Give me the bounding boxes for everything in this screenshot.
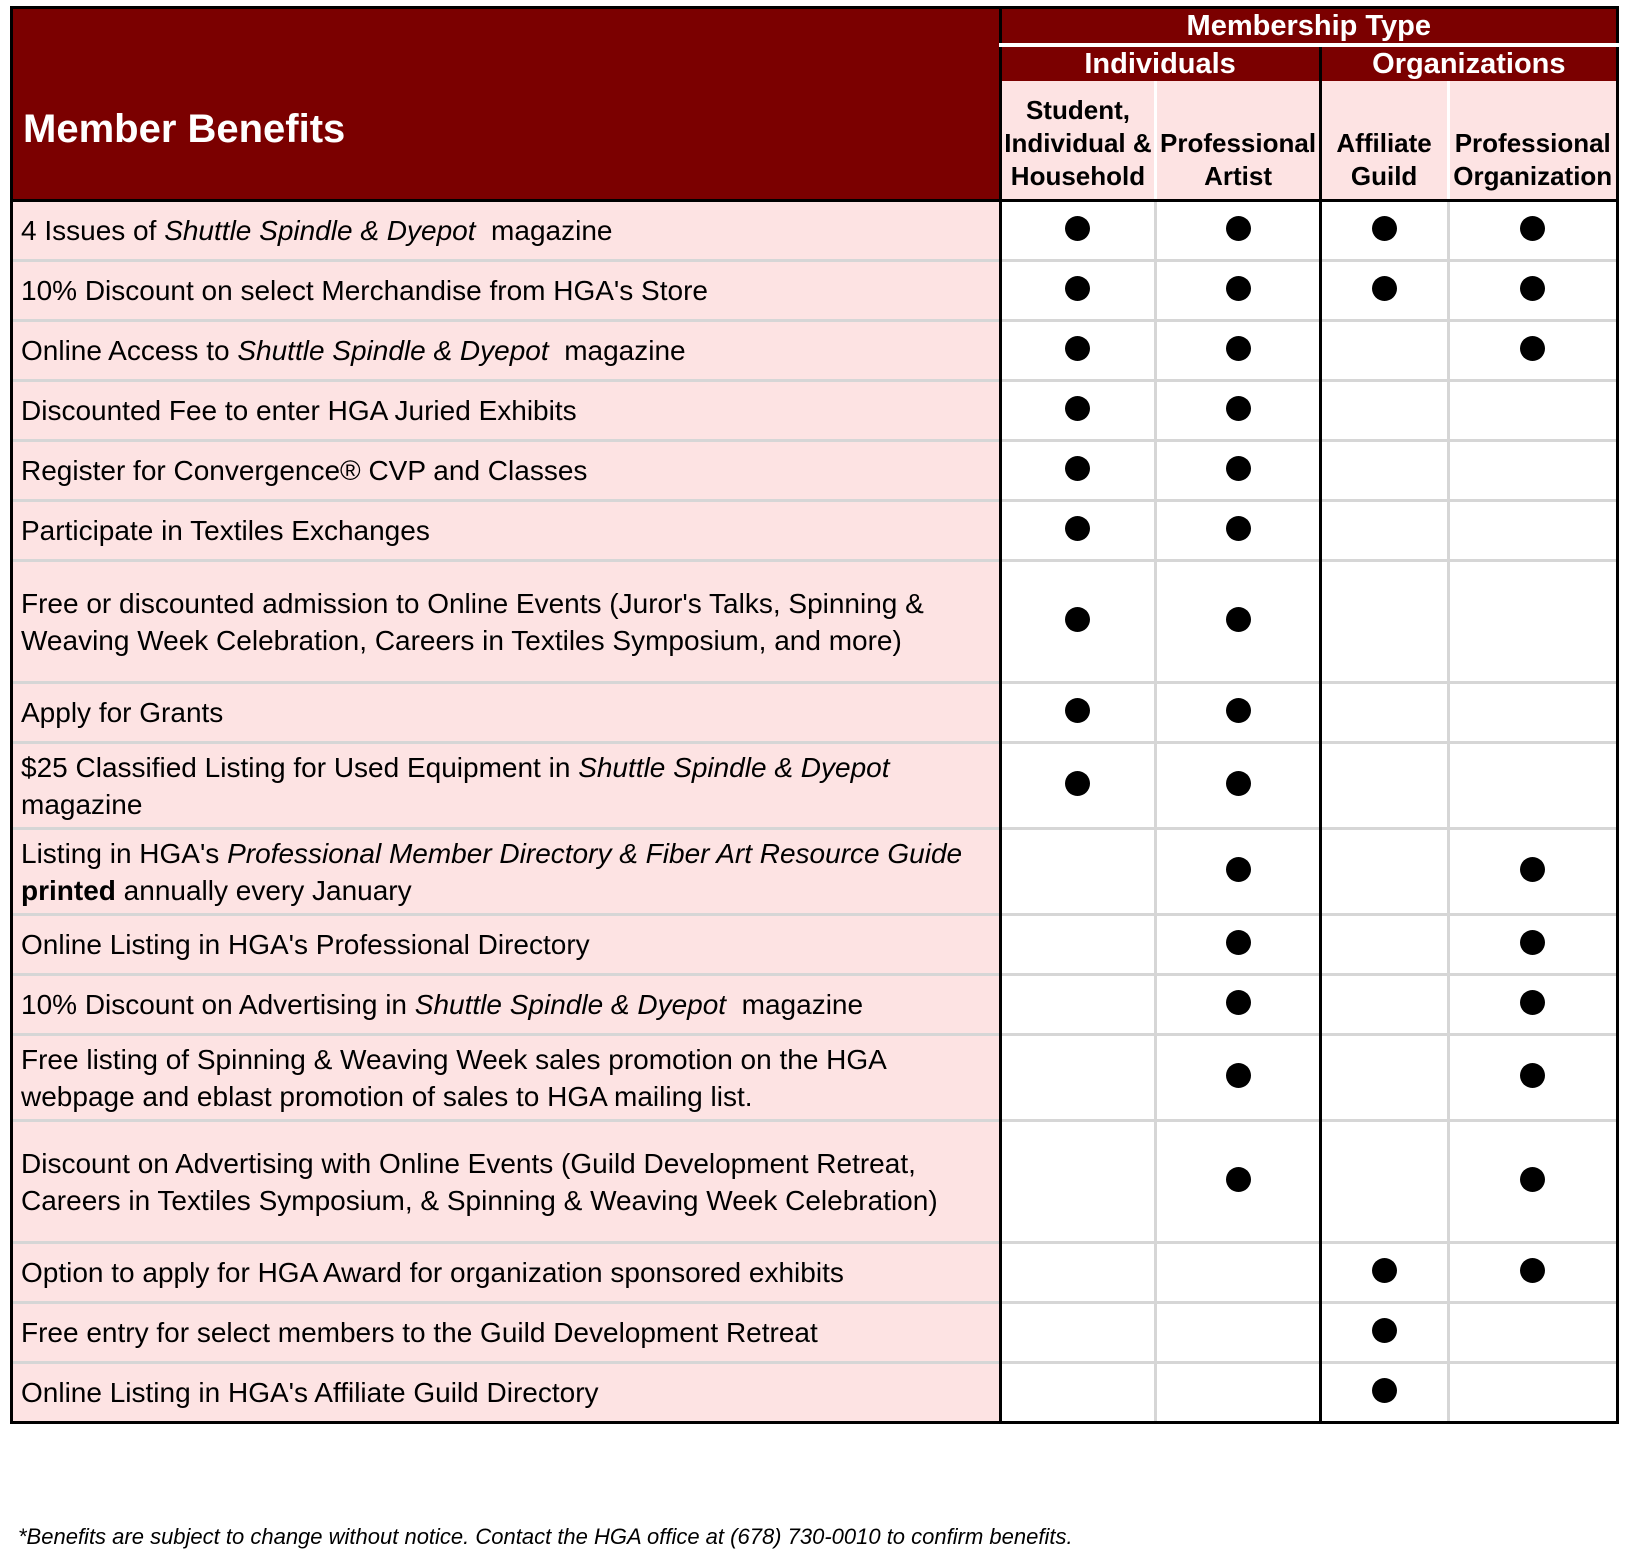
included-dot-icon xyxy=(1372,276,1397,301)
included-dot-icon xyxy=(1226,336,1251,361)
benefit-cell-professional-organization xyxy=(1448,561,1618,683)
included-dot-icon xyxy=(1065,771,1090,796)
benefit-cell-affiliate-guild xyxy=(1320,321,1448,381)
benefit-cell-professional-organization xyxy=(1448,201,1618,261)
benefit-cell-affiliate-guild xyxy=(1320,1035,1448,1121)
benefit-label xyxy=(12,1363,1001,1423)
included-dot-icon xyxy=(1065,607,1090,632)
benefit-rows xyxy=(12,201,1618,1423)
benefit-cell-professional-organization xyxy=(1448,683,1618,743)
benefit-label xyxy=(12,441,1001,501)
benefit-cell-professional-organization xyxy=(1448,1035,1618,1121)
included-dot-icon xyxy=(1065,276,1090,301)
benefit-cell-affiliate-guild xyxy=(1320,441,1448,501)
benefit-cell-professional-artist xyxy=(1156,1121,1320,1243)
table-row xyxy=(12,829,1618,915)
benefit-cell-professional-organization xyxy=(1448,1121,1618,1243)
benefits-table-sheet xyxy=(10,6,1619,1424)
benefit-cell-affiliate-guild xyxy=(1320,829,1448,915)
benefit-cell-affiliate-guild xyxy=(1320,743,1448,829)
benefit-cell-student-individual-household xyxy=(1000,1121,1156,1243)
benefit-label xyxy=(12,1035,1001,1121)
included-dot-icon xyxy=(1520,1063,1545,1088)
benefit-cell-student-individual-household xyxy=(1000,561,1156,683)
included-dot-icon xyxy=(1226,216,1251,241)
membership-type-heading: Membership Type xyxy=(1000,8,1617,46)
benefit-label xyxy=(12,915,1001,975)
benefit-cell-professional-artist xyxy=(1156,975,1320,1035)
benefit-cell-professional-organization xyxy=(1448,261,1618,321)
column-label-line: Professional xyxy=(1160,128,1317,158)
included-dot-icon xyxy=(1372,1318,1397,1343)
table-row xyxy=(12,975,1618,1035)
benefit-cell-student-individual-household xyxy=(1000,915,1156,975)
benefit-cell-professional-artist xyxy=(1156,561,1320,683)
benefit-cell-professional-artist xyxy=(1156,1303,1320,1363)
benefit-cell-student-individual-household xyxy=(1000,1243,1156,1303)
included-dot-icon xyxy=(1520,990,1545,1015)
benefit-text: magazine xyxy=(21,751,898,820)
benefit-label xyxy=(12,261,1001,321)
benefit-text-italic: Shuttle Spindle & Dyepot xyxy=(578,751,890,783)
benefit-label xyxy=(12,683,1001,743)
individuals-group-heading: Individuals xyxy=(1000,45,1320,81)
benefit-cell-affiliate-guild xyxy=(1320,1121,1448,1243)
benefit-cell-professional-organization xyxy=(1448,915,1618,975)
table-row xyxy=(12,561,1618,683)
benefit-cell-professional-organization xyxy=(1448,501,1618,561)
included-dot-icon xyxy=(1520,216,1545,241)
included-dot-icon xyxy=(1226,771,1251,796)
benefit-text: 10% Discount on select Merchandise from HGA's Store xyxy=(21,275,708,306)
included-dot-icon xyxy=(1226,607,1251,632)
benefit-cell-student-individual-household xyxy=(1000,501,1156,561)
table-row xyxy=(12,683,1618,743)
benefit-cell-student-individual-household xyxy=(1000,441,1156,501)
benefit-cell-professional-artist xyxy=(1156,1035,1320,1121)
included-dot-icon xyxy=(1065,396,1090,421)
table-row xyxy=(12,1035,1618,1121)
column-affiliate-guild xyxy=(1320,81,1448,201)
table-row xyxy=(12,915,1618,975)
included-dot-icon xyxy=(1226,930,1251,955)
benefit-text: magazine xyxy=(475,215,613,246)
benefit-cell-affiliate-guild xyxy=(1320,261,1448,321)
benefit-label xyxy=(12,829,1001,915)
benefit-text: Option to apply for HGA Award for organization sponsored exhibits xyxy=(21,1257,844,1288)
table-row xyxy=(12,441,1618,501)
included-dot-icon xyxy=(1520,1167,1545,1192)
benefit-text-italic: Shuttle Spindle & Dyepot xyxy=(237,335,549,366)
benefit-label xyxy=(12,561,1001,683)
benefit-label xyxy=(12,975,1001,1035)
included-dot-icon xyxy=(1520,1258,1545,1283)
column-label-line: Professional xyxy=(1454,128,1611,158)
benefit-cell-affiliate-guild xyxy=(1320,381,1448,441)
included-dot-icon xyxy=(1226,456,1251,481)
benefit-cell-student-individual-household xyxy=(1000,321,1156,381)
benefit-cell-student-individual-household xyxy=(1000,261,1156,321)
benefit-text: Online Access to xyxy=(21,335,238,366)
included-dot-icon xyxy=(1065,516,1090,541)
table-row xyxy=(12,501,1618,561)
benefit-cell-student-individual-household xyxy=(1000,829,1156,915)
table-row xyxy=(12,1243,1618,1303)
benefit-text-italic: Shuttle Spindle & Dyepot xyxy=(164,215,476,246)
benefit-cell-professional-artist xyxy=(1156,441,1320,501)
included-dot-icon xyxy=(1372,1258,1397,1283)
benefit-label xyxy=(12,381,1001,441)
benefit-cell-student-individual-household xyxy=(1000,1303,1156,1363)
benefit-cell-professional-artist xyxy=(1156,501,1320,561)
benefit-text: 10% Discount on Advertising in xyxy=(21,989,415,1020)
benefit-text: Free or discounted admission to Online Events (Juror's Talks, Spinning & Weaving Week Celebration, Careers in Textiles Symposium, and more) xyxy=(21,587,932,656)
benefit-cell-professional-organization xyxy=(1448,441,1618,501)
benefit-cell-affiliate-guild xyxy=(1320,201,1448,261)
benefit-text: Discount on Advertising with Online Events (Guild Development Retreat, Careers in Textiles Symposium, & Spinning & Weaving Week Celebration) xyxy=(21,1147,938,1216)
benefit-cell-student-individual-household xyxy=(1000,381,1156,441)
benefit-label xyxy=(12,321,1001,381)
benefit-cell-professional-artist xyxy=(1156,1363,1320,1423)
benefit-text: Listing in HGA's xyxy=(21,837,228,869)
included-dot-icon xyxy=(1226,276,1251,301)
included-dot-icon xyxy=(1520,336,1545,361)
benefit-text: magazine xyxy=(548,335,686,366)
table-row xyxy=(12,743,1618,829)
benefit-cell-professional-organization xyxy=(1448,975,1618,1035)
column-label-line: Affiliate xyxy=(1336,128,1432,158)
benefit-text: Online Listing in HGA's Professional Directory xyxy=(21,929,590,960)
benefit-cell-affiliate-guild xyxy=(1320,1363,1448,1423)
table-row xyxy=(12,201,1618,261)
benefit-cell-student-individual-household xyxy=(1000,1363,1156,1423)
benefit-text: Participate in Textiles Exchanges xyxy=(21,515,430,546)
included-dot-icon xyxy=(1065,216,1090,241)
included-dot-icon xyxy=(1226,1167,1251,1192)
organizations-group-heading: Organizations xyxy=(1320,45,1617,81)
benefit-label xyxy=(12,201,1001,261)
benefit-cell-professional-organization xyxy=(1448,743,1618,829)
column-label-line: Student, xyxy=(1025,95,1130,125)
benefit-text: Online Listing in HGA's Affiliate Guild Directory xyxy=(21,1377,599,1408)
included-dot-icon xyxy=(1226,1063,1251,1088)
column-student-individual-household xyxy=(1000,81,1156,201)
column-professional-organization xyxy=(1448,81,1618,201)
column-label-line: Artist xyxy=(1204,161,1272,191)
included-dot-icon xyxy=(1520,857,1545,882)
benefit-cell-student-individual-household xyxy=(1000,975,1156,1035)
benefit-cell-affiliate-guild xyxy=(1320,501,1448,561)
benefit-text: Discounted Fee to enter HGA Juried Exhibits xyxy=(21,395,577,426)
benefit-cell-professional-organization xyxy=(1448,381,1618,441)
benefit-text-italic: Professional Member Directory & Fiber Art Resource Guide xyxy=(227,837,963,869)
benefit-cell-professional-artist xyxy=(1156,261,1320,321)
benefit-cell-professional-artist xyxy=(1156,683,1320,743)
benefit-cell-affiliate-guild xyxy=(1320,1243,1448,1303)
included-dot-icon xyxy=(1226,698,1251,723)
benefit-cell-professional-organization xyxy=(1448,829,1618,915)
benefit-cell-affiliate-guild xyxy=(1320,975,1448,1035)
benefit-cell-affiliate-guild xyxy=(1320,915,1448,975)
benefit-cell-professional-artist xyxy=(1156,381,1320,441)
benefit-cell-affiliate-guild xyxy=(1320,683,1448,743)
benefit-text: Register for Convergence® CVP and Classes xyxy=(21,455,588,486)
column-label-line: Organization xyxy=(1453,161,1613,191)
benefit-label xyxy=(12,743,1001,829)
footnote: *Benefits are subject to change without notice. Contact the HGA office at (678) 730-0010 to confirm benefits. xyxy=(18,1524,1073,1549)
benefit-cell-student-individual-household xyxy=(1000,683,1156,743)
table-row xyxy=(12,1363,1618,1423)
benefit-cell-professional-organization xyxy=(1448,1243,1618,1303)
included-dot-icon xyxy=(1065,456,1090,481)
benefit-cell-professional-artist xyxy=(1156,829,1320,915)
included-dot-icon xyxy=(1226,857,1251,882)
benefit-label xyxy=(12,1243,1001,1303)
benefit-cell-affiliate-guild xyxy=(1320,561,1448,683)
included-dot-icon xyxy=(1065,698,1090,723)
benefits-table xyxy=(10,6,1619,1424)
benefit-text: Free entry for select members to the Guild Development Retreat xyxy=(21,1317,818,1348)
table-row xyxy=(12,381,1618,441)
benefit-cell-student-individual-household xyxy=(1000,201,1156,261)
benefit-cell-professional-artist xyxy=(1156,201,1320,261)
benefit-cell-affiliate-guild xyxy=(1320,1303,1448,1363)
benefit-cell-professional-artist xyxy=(1156,321,1320,381)
included-dot-icon xyxy=(1520,930,1545,955)
member-benefits-title: Member Benefits xyxy=(12,8,1001,201)
column-label-line: Household xyxy=(1010,161,1146,191)
table-row xyxy=(12,1121,1618,1243)
benefit-cell-professional-artist xyxy=(1156,1243,1320,1303)
benefit-text: Free listing of Spinning & Weaving Week sales promotion on the HGA webpage and eblast promotion of sales to HGA mailing list. xyxy=(21,1043,894,1112)
benefit-cell-professional-artist xyxy=(1156,915,1320,975)
benefit-text xyxy=(962,838,970,869)
benefit-text-italic: Shuttle Spindle & Dyepot xyxy=(414,989,727,1020)
benefit-text: $25 Classified Listing for Used Equipment in xyxy=(21,751,579,783)
included-dot-icon xyxy=(1520,276,1545,301)
included-dot-icon xyxy=(1226,990,1251,1015)
column-label-line: Guild xyxy=(1350,161,1418,191)
column-label-line: Individual & xyxy=(1004,128,1152,158)
benefit-cell-student-individual-household xyxy=(1000,743,1156,829)
included-dot-icon xyxy=(1372,216,1397,241)
benefit-text: 4 Issues of xyxy=(21,215,165,246)
table-row xyxy=(12,1303,1618,1363)
benefit-text: magazine xyxy=(726,989,864,1020)
included-dot-icon xyxy=(1065,336,1090,361)
benefit-label xyxy=(12,501,1001,561)
benefit-label xyxy=(12,1303,1001,1363)
included-dot-icon xyxy=(1372,1378,1397,1403)
benefit-cell-professional-organization xyxy=(1448,321,1618,381)
benefit-label xyxy=(12,1121,1001,1243)
benefit-cell-professional-organization xyxy=(1448,1363,1618,1423)
benefit-cell-professional-artist xyxy=(1156,743,1320,829)
benefit-text-bold: printed xyxy=(21,874,116,906)
benefit-text: Apply for Grants xyxy=(21,697,224,728)
table-row xyxy=(12,321,1618,381)
included-dot-icon xyxy=(1226,516,1251,541)
benefit-text: annually every January xyxy=(115,874,412,906)
table-row xyxy=(12,261,1618,321)
column-professional-artist xyxy=(1156,81,1320,201)
benefit-cell-student-individual-household xyxy=(1000,1035,1156,1121)
benefit-cell-professional-organization xyxy=(1448,1303,1618,1363)
included-dot-icon xyxy=(1226,396,1251,421)
